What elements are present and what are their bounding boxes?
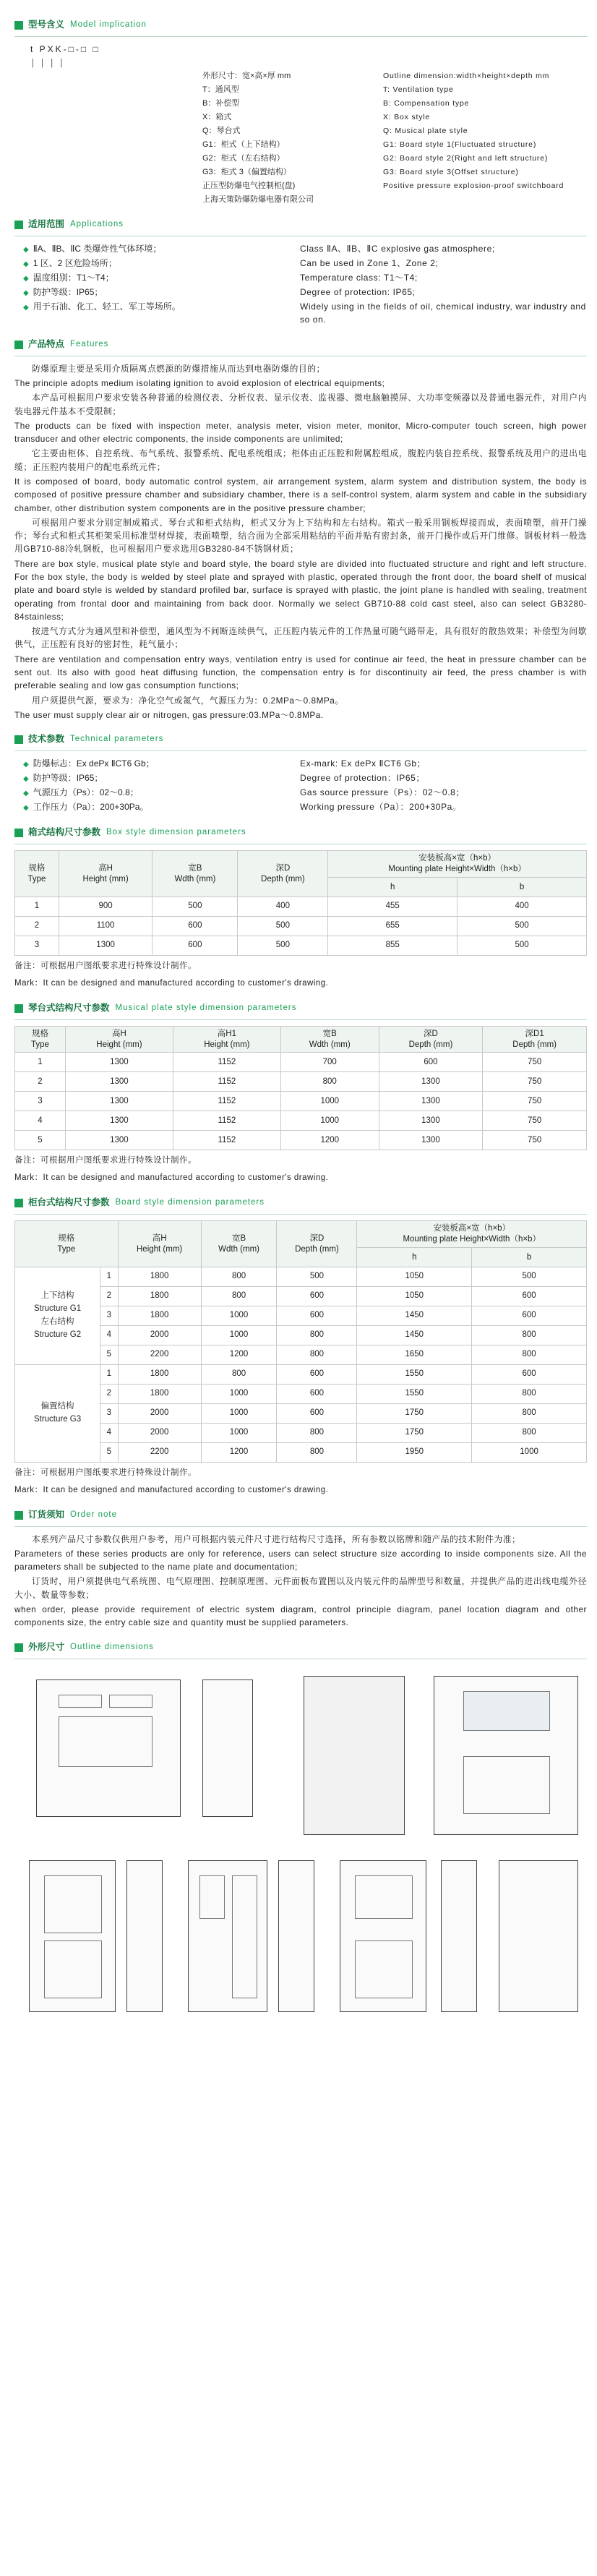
model-legend-cn: G3：柜式 3（偏置结构）	[202, 167, 291, 176]
board-g3-side-drawing	[441, 1860, 477, 2012]
table-row	[15, 1267, 587, 1286]
table-cell: 1200	[201, 1442, 277, 1462]
section-title-cn: 适用范围	[28, 218, 65, 229]
table-cell: 500	[458, 936, 587, 955]
table-cell: 500	[277, 1267, 357, 1286]
applications-list	[14, 242, 587, 327]
feature-paragraph: There are box style, musical plate style and board style, the board style are divided into fluctuated structure and right and left structure. For the box style, the body is welded by steel plate and sprayed with plastic, operated through the front door, the board shelf of musical plate and board style is welded by standard profiled bar, surface is sprayed with plastic, the joint plane is handled with sealing, treatment operating from frontal door and maintaining from back door. Normally we select GB710-88 cold cast steel, also can select GB3280-84stainless;	[14, 558, 587, 622]
application-cn: ◆ 1 区、2 区危险场所；	[14, 257, 300, 271]
table-cell: 800	[277, 1442, 357, 1462]
table-cell: 500	[238, 936, 328, 955]
model-legend-en: Q: Musical plate style	[383, 126, 468, 135]
table-cell: 800	[472, 1345, 587, 1364]
section-bullet-icon	[14, 829, 23, 837]
model-legend-en: G2: Board style 2(Right and left structure)	[383, 153, 549, 163]
application-en: Can be used in Zone 1、Zone 2;	[300, 257, 439, 268]
board-note-en: Mark：It can be designed and manufactured according to customer's drawing.	[14, 1485, 329, 1494]
section-order-title	[14, 1507, 587, 1523]
table-cell: 3	[100, 1306, 119, 1325]
section-bullet-icon	[14, 735, 23, 744]
features-list	[14, 362, 587, 722]
table-cell: 1000	[280, 1092, 379, 1111]
model-legend-row	[22, 97, 587, 111]
table-cell: 600	[153, 936, 238, 955]
board-table	[14, 1220, 587, 1463]
table-cell: 1550	[357, 1384, 472, 1403]
tech-row	[14, 771, 587, 786]
application-en: Degree of protection: IP65;	[300, 286, 416, 297]
box-front-drawing	[36, 1679, 181, 1817]
table-row	[15, 1384, 587, 1403]
table-cell: 600	[472, 1286, 587, 1306]
table-row	[15, 1423, 587, 1442]
divider	[14, 36, 587, 37]
section-title-en: Order note	[70, 1510, 117, 1519]
feature-paragraph: 按进气方式分为通风型和补偿型，通风型为不间断连续供气，正压腔内装元件的工作热量可随气路带走，具有很好的散热效果；补偿型为间歇供气，正压腔有良好的密封性，耗气量小；	[14, 626, 587, 650]
board-back-drawing	[499, 1860, 578, 2012]
table-cell: 600	[277, 1384, 357, 1403]
table-cell: 1300	[65, 1131, 173, 1150]
table-cell: 800	[472, 1423, 587, 1442]
table-cell: 4	[100, 1423, 119, 1442]
table-cell: 1750	[357, 1423, 472, 1442]
table-cell: 1300	[379, 1072, 483, 1092]
table-row	[15, 1286, 587, 1306]
section-title-cn: 产品特点	[28, 339, 65, 350]
feature-paragraph: 可根据用户要求分别定制成箱式、琴台式和柜式结构，柜式又分为上下结构和左右结构。箱式一般采用钢板焊接而成，表面喷塑，前开门操作；琴台式和柜式其柜架采用标准型材焊接，表面喷塑，结合面为全部采用粘结的平面并贴有密封条，前开门操作或后开门维修。钢板材料一般选用GB710-88冷轧钢板，也可根据用户要求选用GB3280-84不锈钢材质；	[14, 517, 587, 555]
board-g2-front-drawing	[188, 1860, 267, 2012]
table-cell: 1950	[357, 1442, 472, 1462]
section-title-en: Outline dimensions	[70, 1642, 154, 1651]
table-cell: 1000	[201, 1384, 277, 1403]
table-cell: 1300	[65, 1111, 173, 1131]
plate-note-cn: 备注：可根据用户图纸要求进行特殊设计制作。	[14, 1156, 197, 1165]
table-row	[15, 1403, 587, 1423]
col-mount-h: h	[357, 1247, 472, 1267]
row-group-label: 上下结构 Structure G1 左右结构 Structure G2	[15, 1267, 100, 1364]
table-cell: 800	[472, 1325, 587, 1345]
table-cell: 1300	[65, 1072, 173, 1092]
table-cell: 2000	[118, 1325, 201, 1345]
section-bullet-icon	[14, 1511, 23, 1520]
table-row	[15, 1053, 587, 1072]
table-cell: 1200	[280, 1131, 379, 1150]
feature-paragraph: It is composed of board, body automatic control system, air arrangement system, alarm system and distribution system, the body is composed of positive pressure chamber and subsidiary chamber, there is a self-control system, alarm system and cable in the subsidiary chamber, other distribution system components are in the positive pressure chamber;	[14, 476, 587, 513]
application-row	[14, 242, 587, 257]
table-cell: 1300	[379, 1111, 483, 1131]
tech-en: Ex-mark: Ex dePx ⅡCT6 Gb；	[300, 758, 426, 769]
section-title-cn: 技术参数	[28, 734, 65, 745]
table-cell: 1300	[379, 1092, 483, 1111]
board-g1-side-drawing	[126, 1860, 163, 2012]
section-title-cn: 琴台式结构尺寸参数	[28, 1002, 110, 1013]
application-row	[14, 286, 587, 300]
tech-en: Degree of protection：IP65；	[300, 773, 426, 784]
model-legend-cn: T：通风型	[202, 85, 239, 94]
model-code: t PXK-□-□ □	[30, 44, 100, 54]
table-cell: 3	[100, 1403, 119, 1423]
application-row	[14, 300, 587, 327]
feature-paragraph: There are ventilation and compensation entry ways, ventilation entry is used for continue air feed, the heat in pressure chamber can be sent out. Its also with good heat diffusing function, the compensation entry is for discontinuity air feed, the press chamber is with preferable sealing and low gas consumption functions;	[14, 654, 587, 691]
plate-front-drawing	[434, 1676, 578, 1835]
table-cell: 1000	[201, 1306, 277, 1325]
table-cell: 1000	[201, 1403, 277, 1423]
table-cell: 1300	[65, 1092, 173, 1111]
table-cell: 800	[277, 1423, 357, 1442]
model-legend-cn: Q：琴台式	[202, 126, 241, 135]
application-en: Class ⅡA、ⅡB、ⅡC explosive gas atmosphere;	[300, 243, 495, 254]
table-cell: 1800	[118, 1364, 201, 1384]
col-type: 规格 Type	[15, 851, 59, 897]
table-cell: 400	[238, 897, 328, 916]
table-cell: 1750	[357, 1403, 472, 1423]
plate-note-en: Mark：It can be designed and manufactured according to customer's drawing.	[14, 1173, 329, 1183]
table-cell: 1550	[357, 1364, 472, 1384]
table-cell: 4	[100, 1325, 119, 1345]
table-cell: 1300	[65, 1053, 173, 1072]
table-cell: 1	[15, 897, 59, 916]
section-title-cn: 型号含义	[28, 20, 65, 30]
table-cell: 2000	[118, 1423, 201, 1442]
table-cell: 1000	[201, 1423, 277, 1442]
table-cell: 1	[100, 1364, 119, 1384]
table-row	[15, 936, 587, 955]
section-title-en: Musical plate style dimension parameters	[115, 1003, 297, 1012]
tech-row	[14, 757, 587, 771]
table-cell: 855	[328, 936, 458, 955]
table-row	[15, 1345, 587, 1364]
table-cell: 655	[328, 916, 458, 936]
col-height: 高H Height (mm)	[65, 1026, 173, 1053]
section-bullet-icon	[14, 1199, 23, 1207]
model-legend-cn: B：补偿型	[202, 98, 240, 108]
table-cell: 5	[100, 1442, 119, 1462]
outline-drawings	[14, 1665, 587, 2034]
table-cell: 800	[472, 1403, 587, 1423]
col-height1: 高H1 Height (mm)	[173, 1026, 280, 1053]
table-cell: 1000	[280, 1111, 379, 1131]
plate-side-drawing	[304, 1676, 405, 1835]
feature-paragraph: 本产品可根据用户要求安装各种普通的检测仪表、分析仪表、显示仪表、监视器、微电脑触摸屏、大功率变频器以及普通电器元件，对用户内装电器元件基本不受限制；	[14, 393, 587, 416]
divider	[14, 750, 587, 751]
section-title-en: Applications	[70, 219, 124, 228]
table-cell: 2	[15, 916, 59, 936]
application-cn: ◆ 温度组别：T1～T4；	[14, 271, 300, 286]
table-cell: 600	[153, 916, 238, 936]
table-cell: 500	[472, 1267, 587, 1286]
table-cell: 750	[483, 1111, 587, 1131]
table-row	[15, 916, 587, 936]
model-legend-en: Outline dimension:width×height×depth mm	[383, 71, 550, 80]
table-cell: 1800	[118, 1306, 201, 1325]
table-cell: 3	[15, 936, 59, 955]
table-cell: 1300	[59, 936, 153, 955]
table-cell: 5	[15, 1131, 66, 1150]
model-legend	[14, 69, 587, 207]
table-cell: 4	[15, 1111, 66, 1131]
model-legend-row	[22, 69, 587, 83]
table-cell: 1152	[173, 1111, 280, 1131]
table-cell: 800	[472, 1384, 587, 1403]
plate-table	[14, 1026, 587, 1151]
order-paragraph: 本系列产品尺寸参数仅供用户参考，用户可根据内装元件尺寸进行结构尺寸选择，所有参数以铭牌和随产品的技术附件为准；	[32, 1533, 521, 1544]
model-legend-row	[22, 166, 587, 179]
model-legend-en: G1: Board style 1(Fluctuated structure)	[383, 140, 537, 149]
section-features-title	[14, 337, 587, 353]
tech-en: Gas source pressure（Ps）：02～0.8；	[300, 787, 465, 798]
feature-paragraph: The products can be fixed with inspection meter, analysis meter, vision meter, monitor, Micro-computer touch screen, high power transducer and other electric components, the inside components are unlimited;	[14, 420, 587, 445]
box-note-cn: 备注：可根据用户图纸要求进行特殊设计制作。	[14, 961, 197, 970]
model-legend-row	[22, 124, 587, 138]
table-cell: 400	[458, 897, 587, 916]
table-row	[15, 1442, 587, 1462]
tech-row	[14, 786, 587, 800]
divider	[14, 1526, 587, 1527]
table-row	[15, 1072, 587, 1092]
section-title-cn: 箱式结构尺寸参数	[28, 827, 101, 838]
box-table	[14, 850, 587, 956]
section-outline-title	[14, 1640, 587, 1656]
application-en: Temperature class: T1～T4;	[300, 272, 418, 283]
board-g3-front-drawing	[340, 1860, 426, 2012]
table-row	[15, 1131, 587, 1150]
table-cell: 750	[483, 1131, 587, 1150]
table-cell: 1000	[201, 1325, 277, 1345]
table-cell: 800	[201, 1267, 277, 1286]
model-legend-en: Positive pressure explosion-proof switchboard	[383, 181, 564, 190]
model-legend-en: T: Ventilation type	[383, 85, 454, 94]
order-paragraph: when order, please provide requirement of electric system diagram, control principle diagram, panel location diagram and other components size, the entry cable size and quantity must be supplied parameters.	[14, 1604, 587, 1628]
table-cell: 1800	[118, 1286, 201, 1306]
model-legend-cn: G1：柜式（上下结构）	[202, 140, 285, 149]
table-cell: 2200	[118, 1442, 201, 1462]
application-row	[14, 271, 587, 286]
table-cell: 800	[277, 1325, 357, 1345]
section-bullet-icon	[14, 1004, 23, 1013]
row-group-label: 偏置结构 Structure G3	[15, 1364, 100, 1462]
section-title-cn: 外形尺寸	[28, 1641, 65, 1652]
table-cell: 1650	[357, 1345, 472, 1364]
board-note-cn: 备注：可根据用户图纸要求进行特殊设计制作。	[14, 1468, 197, 1477]
tech-cn: ◆ 防护等级：IP65；	[14, 771, 300, 786]
table-cell: 1000	[472, 1442, 587, 1462]
col-mounting: 安装板高×宽（h×b） Mounting plate Height×Width（h×b）	[328, 851, 587, 878]
section-bullet-icon	[14, 1643, 23, 1652]
table-cell: 455	[328, 897, 458, 916]
section-app-title	[14, 217, 587, 233]
table-cell: 1152	[173, 1072, 280, 1092]
divider	[14, 1214, 587, 1215]
tech-cn: ◆ 工作压力（Pa）：200+30Pa。	[14, 800, 300, 815]
order-list	[14, 1533, 587, 1630]
box-side-drawing	[202, 1679, 253, 1817]
table-cell: 1300	[379, 1131, 483, 1150]
table-cell: 800	[280, 1072, 379, 1092]
box-note-en: Mark：It can be designed and manufactured according to customer's drawing.	[14, 978, 329, 988]
feature-paragraph: The user must supply clear air or nitrogen, gas pressure:03.MPa～0.8MPa.	[14, 709, 324, 720]
tech-en: Working pressure（Pa）：200+30Pa。	[300, 802, 462, 813]
table-cell: 500	[238, 916, 328, 936]
col-mount-b: b	[472, 1247, 587, 1267]
col-width: 宽B Wdth (mm)	[280, 1026, 379, 1053]
application-cn: ◆ ⅡA、ⅡB、ⅡC 类爆炸性气体环境；	[14, 242, 300, 257]
section-bullet-icon	[14, 21, 23, 30]
table-row	[15, 1364, 587, 1384]
model-legend-en: X: Box style	[383, 112, 431, 121]
table-cell: 1	[100, 1267, 119, 1286]
section-title-en: Board style dimension parameters	[115, 1198, 265, 1207]
application-cn: ◆ 用于石油、化工、轻工、军工等场所。	[14, 300, 300, 327]
section-title-en: Features	[70, 339, 109, 348]
col-height: 高H Height (mm)	[59, 851, 153, 897]
table-cell: 600	[472, 1364, 587, 1384]
section-title-en: Technical parameters	[70, 735, 164, 744]
section-tech-title	[14, 732, 587, 748]
model-bracket: │ │ │ │	[30, 59, 64, 68]
table-cell: 1050	[357, 1286, 472, 1306]
tech-row	[14, 800, 587, 815]
table-cell: 1800	[118, 1267, 201, 1286]
table-cell: 700	[280, 1053, 379, 1072]
table-cell: 2	[100, 1384, 119, 1403]
model-legend-cn: 外形尺寸：宽×高×厚 mm	[202, 71, 291, 80]
model-legend-row	[22, 179, 587, 193]
table-cell: 750	[483, 1072, 587, 1092]
section-title-cn: 订货须知	[28, 1509, 65, 1520]
feature-paragraph: 用户须提供气源，要求为：净化空气或氮气，气源压力为：0.2MPa～0.8MPa。	[32, 695, 344, 706]
model-legend-cn: 上海天策防爆防爆电器有限公司	[202, 194, 314, 204]
application-cn: ◆ 防护等级：IP65；	[14, 286, 300, 300]
board-g2-side-drawing	[278, 1860, 314, 2012]
table-cell: 5	[100, 1345, 119, 1364]
feature-paragraph: 它主要由柜体、自控系统、布气系统、报警系统、配电系统组成；柜体由正压腔和附属腔组成，腹腔内装自控系统、报警系统及用户的进出电缆；正压腔内装用户的配电系统元件；	[14, 448, 587, 472]
table-cell: 1450	[357, 1306, 472, 1325]
table-cell: 1	[15, 1053, 66, 1072]
tech-cn: ◆ 防爆标志：Ex dePx ⅡCT6 Gb；	[14, 757, 300, 771]
model-legend-en: B: Compensation type	[383, 98, 470, 108]
section-title-en: Box style dimension parameters	[106, 828, 246, 837]
board-g1-front-drawing	[29, 1860, 116, 2012]
model-legend-row	[22, 111, 587, 124]
col-depth: 深D Depth (mm)	[277, 1221, 357, 1267]
section-board-title	[14, 1195, 587, 1211]
model-legend-cn: 正压型防爆电气控制柜(盘)	[202, 181, 296, 190]
table-cell: 500	[153, 897, 238, 916]
col-mount-h: h	[328, 877, 458, 897]
col-type: 规格 Type	[15, 1026, 66, 1053]
col-depth1: 深D1 Depth (mm)	[483, 1026, 587, 1053]
col-type: 规格 Type	[15, 1221, 119, 1267]
table-cell: 600	[472, 1306, 587, 1325]
table-cell: 1050	[357, 1267, 472, 1286]
col-depth: 深D Depth (mm)	[379, 1026, 483, 1053]
order-paragraph: Parameters of these series products are only for reference, users can select structure size according to inside components size. All the parameters shall be subjected to the name plate and documentation;	[14, 1548, 587, 1572]
col-width: 宽B Wdth (mm)	[201, 1221, 277, 1267]
table-cell: 1152	[173, 1131, 280, 1150]
table-row	[15, 1306, 587, 1325]
order-paragraph: 订货时，用户须提供电气系统图、电气原理图、控制原理图、元件面板布置图以及内装元件的品牌型号和数量，并提供产品的进出线电缆外径大小、数量等参数；	[14, 1576, 587, 1600]
table-cell: 1200	[201, 1345, 277, 1364]
table-cell: 500	[458, 916, 587, 936]
application-row	[14, 257, 587, 271]
table-row	[15, 1092, 587, 1111]
feature-paragraph: The principle adopts medium isolating ignition to avoid explosion of electrical equipments;	[14, 378, 385, 389]
section-plate-title	[14, 1001, 587, 1017]
model-legend-cn: G2：柜式（左右结构）	[202, 153, 285, 163]
table-cell: 600	[277, 1286, 357, 1306]
table-cell: 600	[277, 1306, 357, 1325]
table-cell: 1100	[59, 916, 153, 936]
table-cell: 2	[100, 1286, 119, 1306]
table-row	[15, 1325, 587, 1345]
table-cell: 750	[483, 1053, 587, 1072]
table-cell: 1152	[173, 1092, 280, 1111]
feature-paragraph: 防爆原理主要是采用介质隔离点燃源的防爆措施从而达到电器防爆的目的；	[32, 363, 325, 374]
table-cell: 1800	[118, 1384, 201, 1403]
application-en: Widely using in the fields of oil, chemical industry, war industry and so on.	[300, 301, 586, 325]
col-mount-b: b	[458, 877, 587, 897]
tech-cn: ◆ 气源压力（Ps）：02～0.8；	[14, 786, 300, 800]
col-width: 宽B Wdth (mm)	[153, 851, 238, 897]
table-cell: 600	[379, 1053, 483, 1072]
table-cell: 1152	[173, 1053, 280, 1072]
section-title-en: Model implication	[70, 20, 147, 30]
section-bullet-icon	[14, 221, 23, 229]
table-cell: 600	[277, 1364, 357, 1384]
tech-list	[14, 757, 587, 815]
table-cell: 600	[277, 1403, 357, 1423]
table-cell: 2200	[118, 1345, 201, 1364]
table-cell: 800	[277, 1345, 357, 1364]
divider	[14, 1019, 587, 1020]
table-cell: 3	[15, 1092, 66, 1111]
model-legend-cn: X：箱式	[202, 112, 232, 121]
table-cell: 800	[201, 1364, 277, 1384]
section-title-cn: 柜台式结构尺寸参数	[28, 1197, 110, 1208]
section-bullet-icon	[14, 341, 23, 349]
section-box-title	[14, 825, 587, 841]
table-cell: 1450	[357, 1325, 472, 1345]
table-cell: 2000	[118, 1403, 201, 1423]
table-cell: 900	[59, 897, 153, 916]
col-mounting: 安装板高×宽（h×b） Mounting plate Height×Width（h×b）	[357, 1221, 587, 1248]
model-legend-row	[22, 152, 587, 166]
table-cell: 800	[201, 1286, 277, 1306]
col-depth: 深D Depth (mm)	[238, 851, 328, 897]
table-cell: 750	[483, 1092, 587, 1111]
model-legend-row	[22, 138, 587, 152]
model-legend-row	[22, 83, 587, 97]
model-legend-row	[22, 193, 587, 207]
table-row	[15, 897, 587, 916]
section-model-title	[14, 17, 587, 33]
table-row	[15, 1111, 587, 1131]
model-legend-en: G3: Board style 3(Offset structure)	[383, 167, 519, 176]
col-height: 高H Height (mm)	[118, 1221, 201, 1267]
table-cell: 2	[15, 1072, 66, 1092]
